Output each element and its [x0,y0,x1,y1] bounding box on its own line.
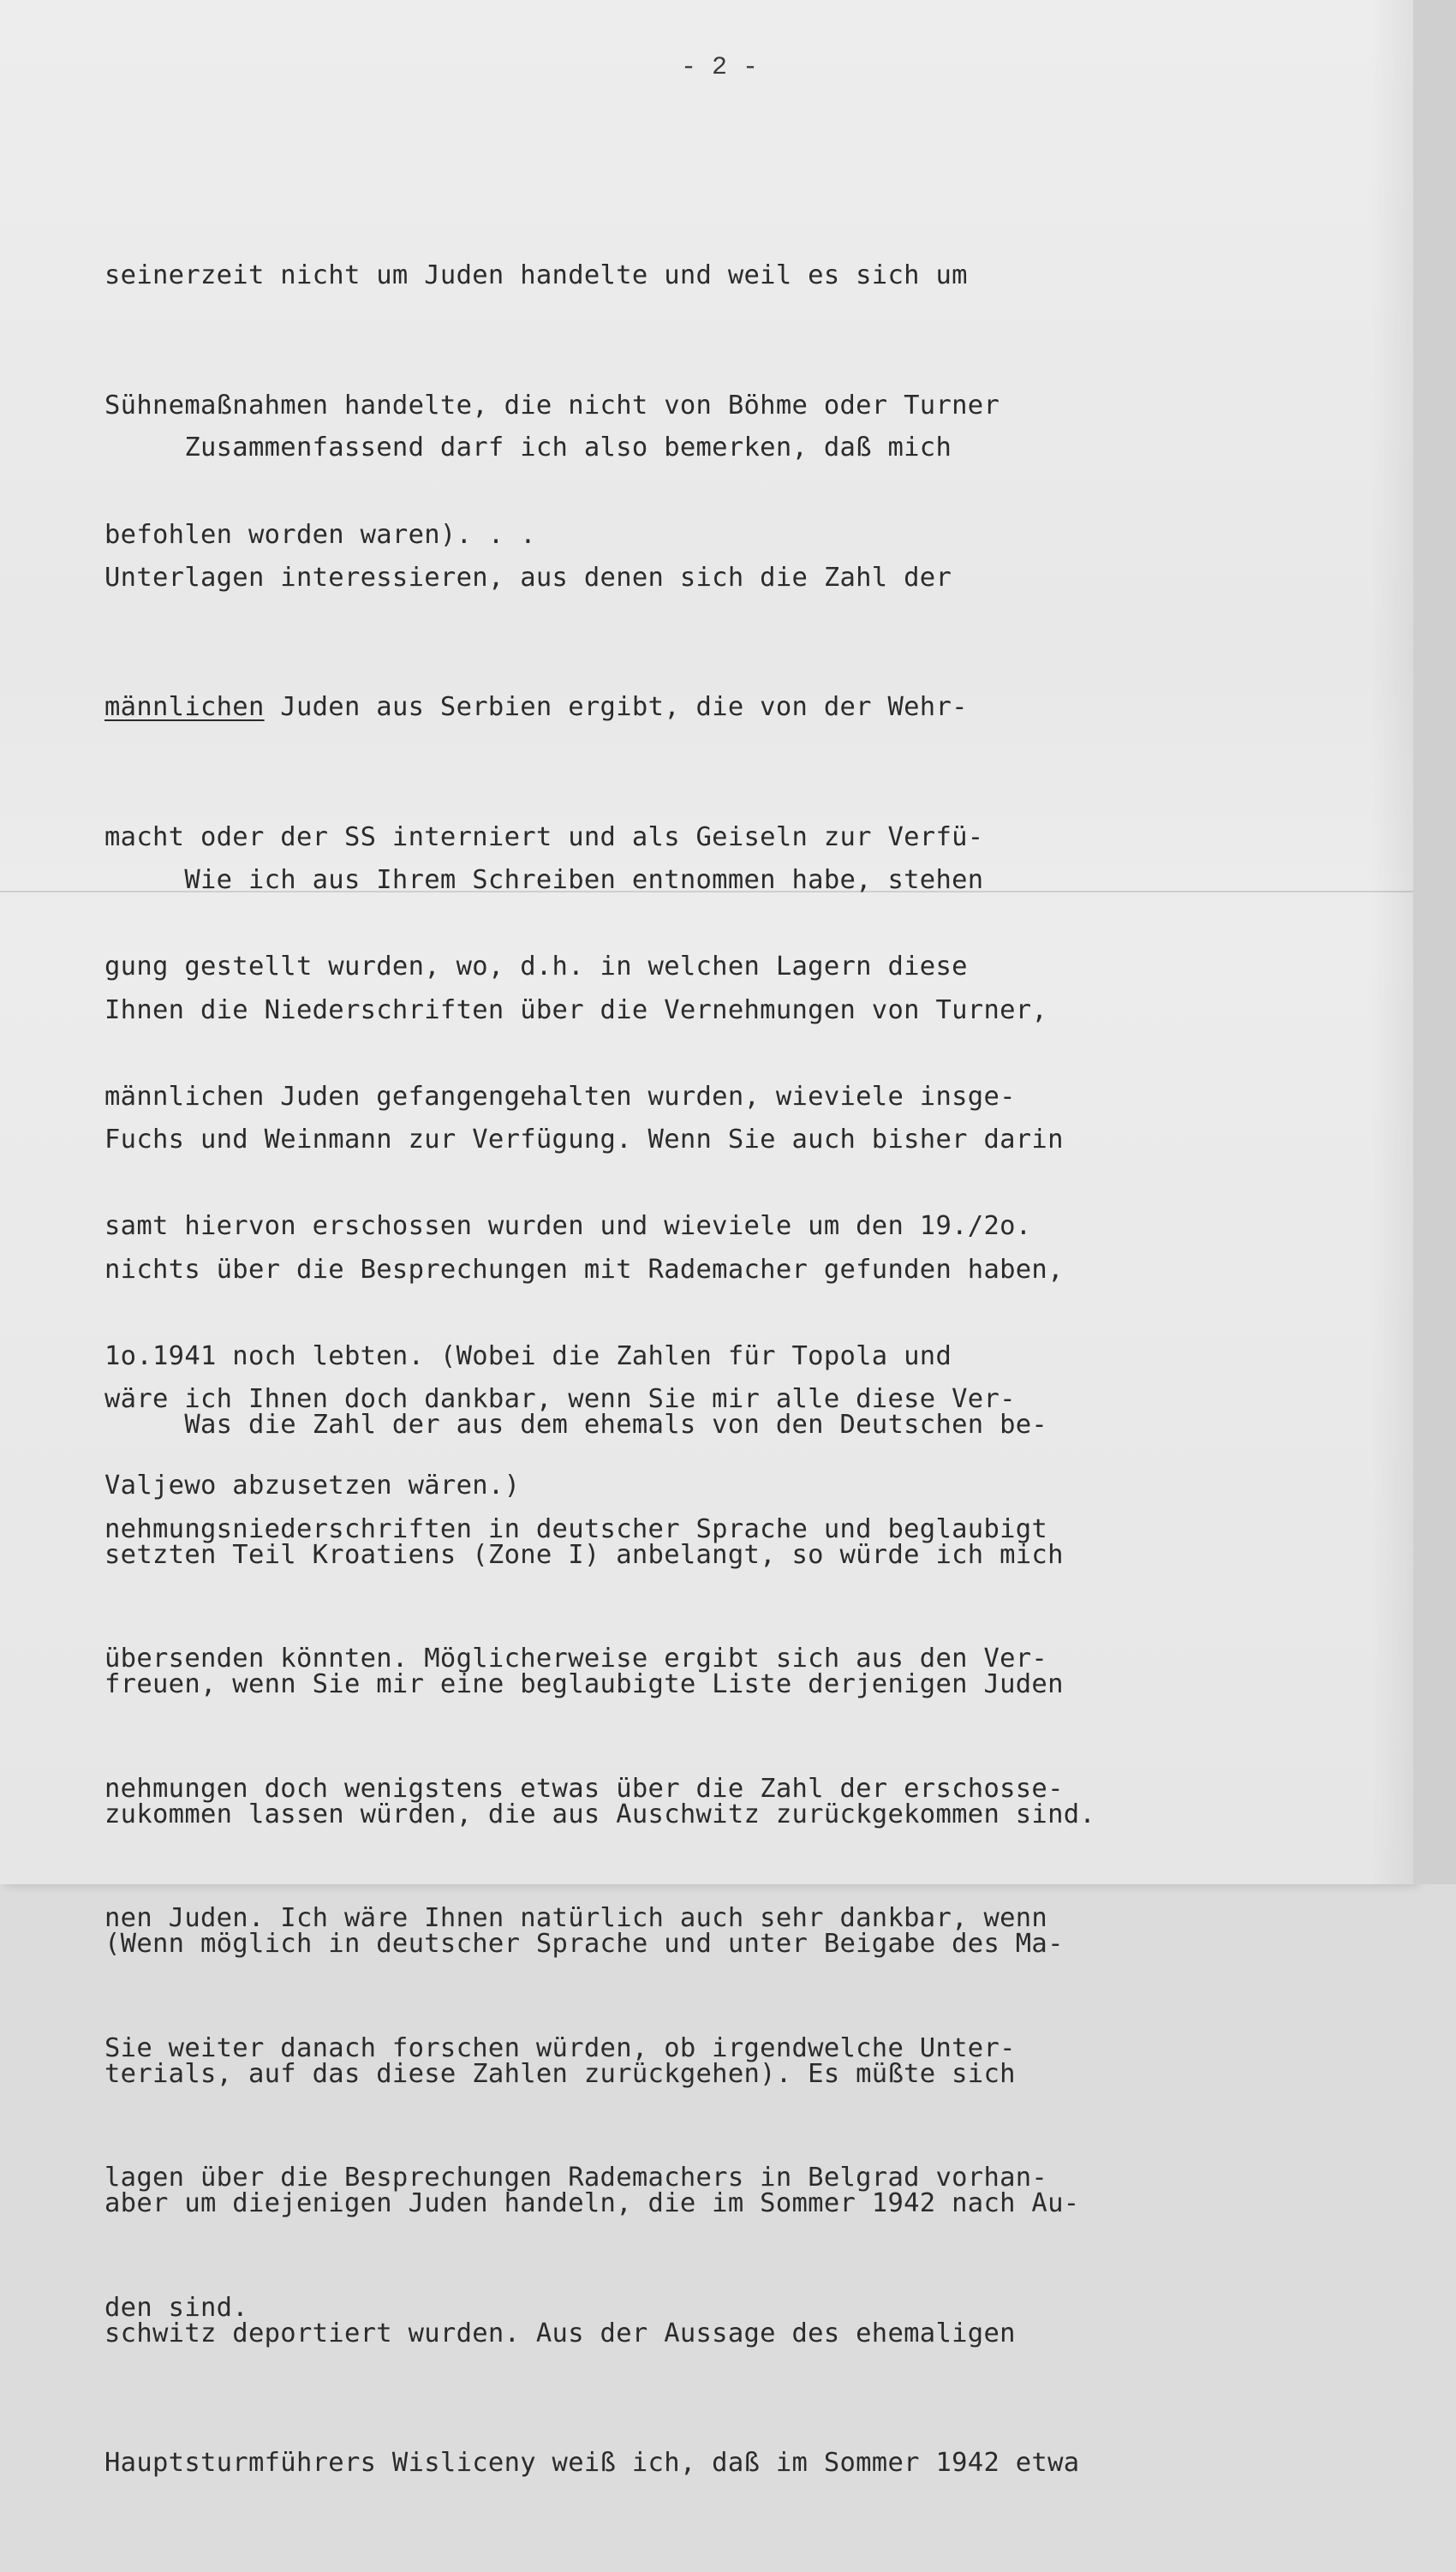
text-line: zukommen lassen würden, die aus Auschwitz zurückgekommen sind. [104,1799,1096,1829]
text-line-rest: Juden aus Serbien ergibt, die von der Wehr- [264,692,968,722]
text-line: Hauptsturmführers Wisliceny weiß ich, daß im Sommer 1942 etwa [104,2448,1080,2478]
text-line: gung gestellt wurden, wo, d.h. in welchen Lagern diese [104,952,968,982]
text-line: setzten Teil Kroatiens (Zone I) anbelangt, so würde ich mich [104,1539,1064,1570]
page-number: - 2 - [680,53,758,82]
text-line: Unterlagen interessieren, aus denen sich die Zahl der [104,562,952,593]
text-line: wäre ich Ihnen doch dankbar, wenn Sie mir alle diese Ver- [104,1384,1016,1414]
text-line: seinerzeit nicht um Juden handelte und weil es sich um [104,260,968,290]
text-line: schwitz deportiert wurden. Aus der Aussage des ehemaligen [104,2318,1016,2348]
text-line: Zusammenfassend darf ich also bemerken, daß mich [104,433,952,462]
text-line: männlichen Juden gefangengehalten wurden, wieviele insge- [104,1081,1016,1112]
text-line: aber um diejenigen Juden handeln, die im Sommer 1942 nach Au- [104,2188,1080,2218]
text-line: 1o.1941 noch lebten. (Wobei die Zahlen für Topola und [104,1340,952,1371]
text-line: Valjewo abzusetzen wären.) [104,1471,521,1501]
text-line: den sind. [104,2292,248,2323]
text-line: übersenden könnten. Möglicherweise ergibt sich aus den Ver- [104,1644,1048,1674]
text-line: samt hiervon erschossen wurden und wieviele um den 19./2o. [104,1211,1032,1241]
text-line: lagen über die Besprechungen Rademachers in Belgrad vorhan- [104,2163,1048,2193]
text-line: Fuchs und Weinmann zur Verfügung. Wenn Sie auch bisher darin [104,1125,1064,1155]
paragraph-4 [104,1317,1184,2572]
text-line: nen Juden. Ich wäre Ihnen natürlich auch sehr dankbar, wenn [104,1903,1048,1933]
page-edge-shadow [1370,0,1413,1884]
text-line: macht oder der SS interniert und als Geiseln zur Verfü- [104,821,984,852]
text-line: nehmungsniederschriften in deutscher Sprache und beglaubigt [104,1513,1048,1544]
text-line: (Wenn möglich in deutscher Sprache und unter Beigabe des Ma- [104,1929,1064,1959]
text-line: befohlen worden waren). . . [104,520,536,550]
background-edge [1413,0,1456,1884]
text-line: nichts über die Besprechungen mit Rademacher gefunden haben, [104,1254,1064,1285]
text-line-underlined [104,686,1184,730]
text-line: Sie weiter danach forschen würden, ob irgendwelche Unter- [104,2032,1016,2063]
text-line: Wie ich aus Ihrem Schreiben entnommen habe, stehen [104,865,984,895]
text-line: Ihnen die Niederschriften über die Vernehmungen von Turner, [104,994,1048,1025]
text-line: freuen, wenn Sie mir eine beglaubigte Liste derjenigen Juden [104,1669,1064,1699]
text-line: nehmungen doch wenigstens etwas über die Zahl der erschosse- [104,1773,1064,1804]
text-line: Sühnemaßnahmen handelte, die nicht von Böhme oder Turner [104,390,1000,421]
text-line: terials, auf das diese Zahlen zurückgehen). Es müßte sich [104,2058,1016,2089]
underlined-word: männlichen [104,692,265,722]
text-line: Was die Zahl der aus dem ehemals von den Deutschen be- [104,1410,1048,1440]
